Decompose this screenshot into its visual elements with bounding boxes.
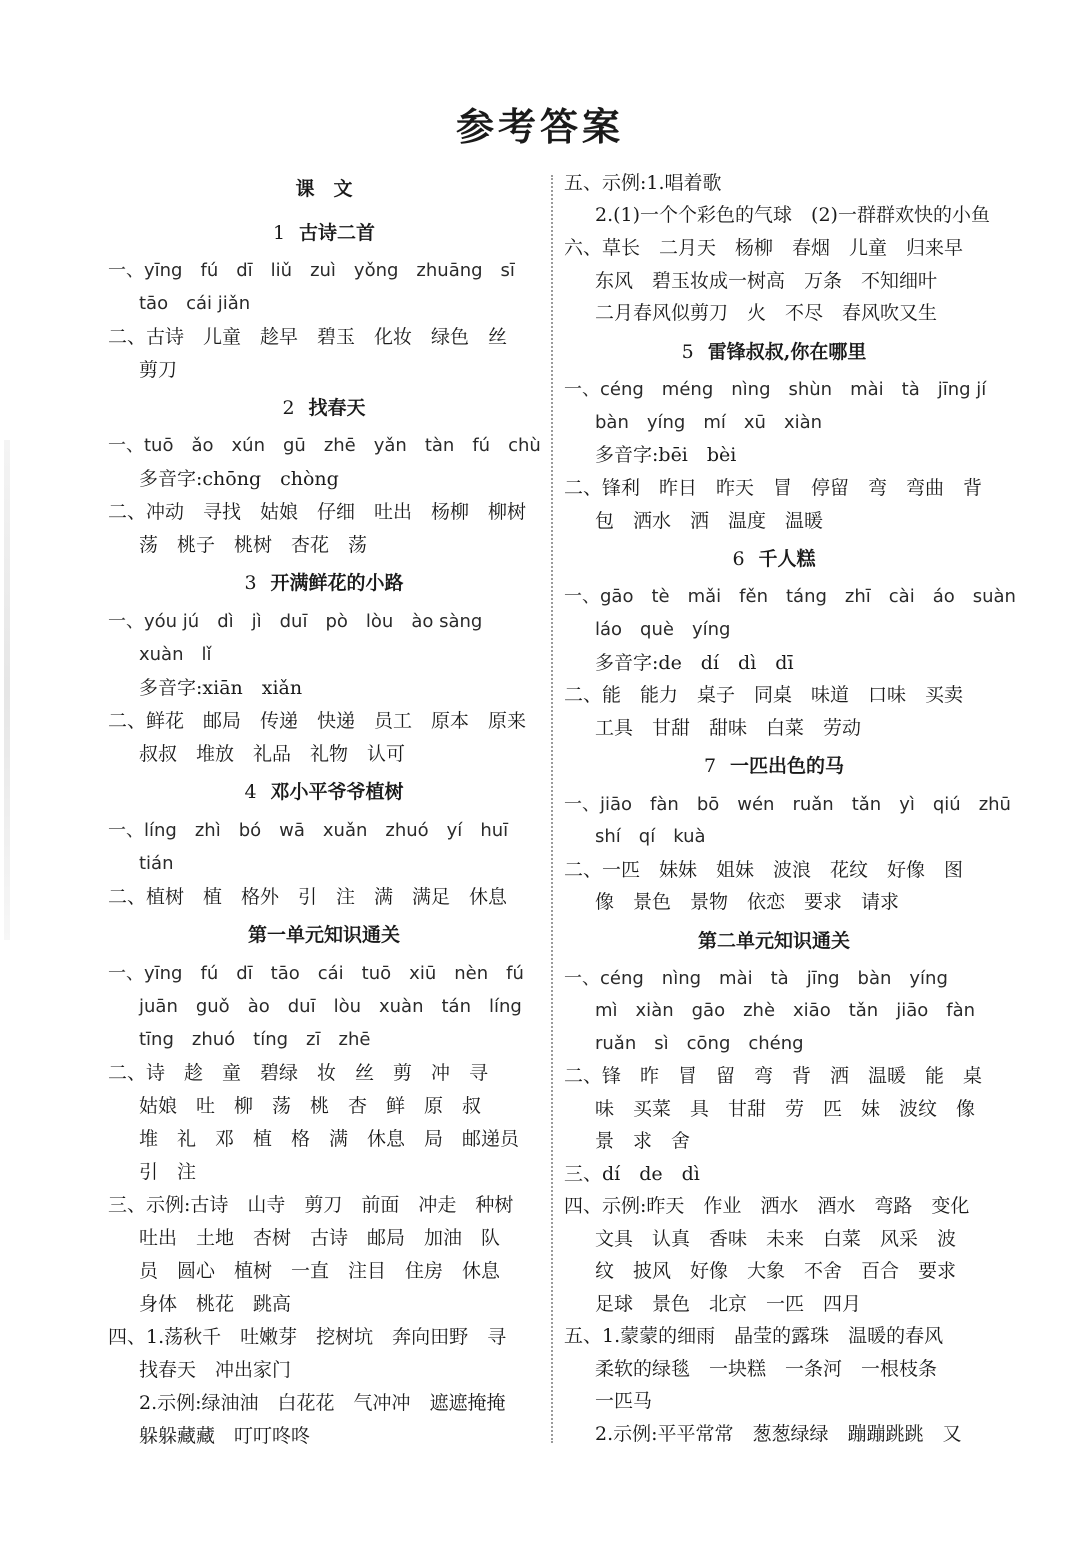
- answer-line: 身体 桃花 跳高: [139, 1293, 292, 1315]
- answer-line: 工具 甘甜 甜味 白菜 劳动: [595, 717, 862, 739]
- lesson-heading: 3 开满鲜花的小路: [244, 572, 404, 594]
- answer-line: 包 洒水 洒 温度 温暖: [595, 510, 824, 532]
- answer-line: 引 注: [139, 1161, 197, 1183]
- answer-line: láo què yíng: [595, 619, 731, 640]
- lesson-heading: 5 雷锋叔叔,你在哪里: [681, 341, 867, 363]
- answer-line: 多音字:bēi bèi: [595, 444, 737, 466]
- lesson-heading: 4 邓小平爷爷植树: [244, 781, 404, 803]
- answer-line: 一、céng méng nìng shùn mài tà jīng jí: [564, 379, 987, 400]
- answer-line: 二、锋 昨 冒 留 弯 背 洒 温暖 能 桌: [564, 1065, 983, 1087]
- answer-line: 一、yīng fú dī tāo cái tuō xiū nèn fú: [108, 963, 524, 984]
- answer-line: 荡 桃子 桃树 杏花 荡: [139, 534, 368, 556]
- answer-line: 多音字:xiān xiǎn: [139, 677, 303, 699]
- answer-line: 堆 礼 邓 植 格 满 休息 局 邮递员: [139, 1128, 520, 1150]
- answer-line: 二、植树 植 格外 引 注 满 满足 休息: [108, 886, 508, 908]
- answer-line: 五、1.蒙蒙的细雨 晶莹的露珠 温暖的春风: [564, 1325, 944, 1347]
- answer-line: tīng zhuó tíng zī zhē: [139, 1029, 371, 1050]
- answer-line: 员 圆心 植树 一直 注目 住房 休息: [139, 1260, 501, 1282]
- answer-line: juān guǒ ào duī lòu xuàn tán líng: [139, 996, 522, 1017]
- lesson-heading: 1 古诗二首: [272, 222, 376, 244]
- answer-line: 二、锋利 昨日 昨天 冒 停留 弯 弯曲 背: [564, 477, 983, 499]
- answer-line: 找春天 冲出家门: [139, 1359, 292, 1381]
- answer-line: 足球 景色 北京 一匹 四月: [595, 1293, 862, 1315]
- answer-line: 2.(1)一个个彩色的气球 (2)一群群欢快的小鱼: [595, 204, 990, 226]
- answer-line: 五、示例:1.唱着歌: [564, 172, 722, 194]
- answer-line: 四、示例:昨天 作业 洒水 酒水 弯路 变化: [564, 1195, 970, 1217]
- page-edge-shadow: [4, 440, 10, 940]
- answer-line: 二月春风似剪刀 火 不尽 春风吹又生: [595, 302, 938, 324]
- answer-line: 2.示例:绿油油 白花花 气冲冲 遮遮掩掩: [139, 1392, 506, 1414]
- answer-line: 一、jiāo fàn bō wén ruǎn tǎn yì qiú zhū: [564, 794, 1011, 815]
- unit-heading: 第二单元知识通关: [697, 930, 850, 952]
- answer-line: 二、冲动 寻找 姑娘 仔细 吐出 杨柳 柳树: [108, 501, 527, 523]
- answer-line: 三、dí de dì: [564, 1163, 700, 1185]
- answer-line: 一、céng nìng mài tà jīng bàn yíng: [564, 968, 948, 989]
- answer-line: 一、yóu jú dì jì duī pò lòu ào sàng: [108, 611, 483, 632]
- answer-line: 多音字:chōng chòng: [139, 468, 339, 490]
- unit-heading: 第一单元知识通关: [247, 924, 400, 946]
- column-divider: [551, 175, 553, 1443]
- answer-line: 二、古诗 儿童 趁早 碧玉 化妆 绿色 丝: [108, 326, 508, 348]
- answer-line: 纹 披风 好像 大象 不舍 百合 要求: [595, 1260, 957, 1282]
- answer-line: 多音字:de dí dì dī: [595, 652, 794, 674]
- answer-line: 二、能 能力 桌子 同桌 味道 口味 买卖: [564, 684, 964, 706]
- answer-line: tāo cái jiǎn: [139, 293, 251, 314]
- answer-line: bàn yíng mí xū xiàn: [595, 412, 823, 433]
- lesson-heading: 6 千人糕: [732, 548, 816, 570]
- answer-line: 一、tuō ǎo xún gū zhē yǎn tàn fú chù: [108, 435, 541, 456]
- page-title: 参考答案: [455, 104, 624, 149]
- answer-line: 东风 碧玉妆成一树高 万条 不知细叶: [595, 270, 938, 292]
- answer-line: 味 买菜 具 甘甜 劳 匹 妹 波纹 像: [595, 1098, 976, 1120]
- answer-line: 一、líng zhì bó wā xuǎn zhuó yí huī: [108, 820, 509, 841]
- answer-line: 像 景色 景物 依恋 要求 请求: [595, 891, 900, 913]
- answer-line: 四、1.荡秋千 吐嫩芽 挖树坑 奔向田野 寻: [108, 1326, 507, 1348]
- answer-line: 二、一匹 妹妹 姐妹 波浪 花纹 好像 图: [564, 859, 964, 881]
- answer-line: ruǎn sì cōng chéng: [595, 1033, 804, 1054]
- answer-line: 六、草长 二月天 杨柳 春烟 儿童 归来早: [564, 237, 964, 259]
- answer-line: 景 求 舍: [595, 1130, 691, 1152]
- answer-line: 2.示例:平平常常 葱葱绿绿 蹦蹦跳跳 又: [595, 1423, 962, 1445]
- answer-line: 吐出 土地 杏树 古诗 邮局 加油 队: [139, 1227, 501, 1249]
- answer-line: shí qí kuà: [595, 826, 706, 847]
- lesson-heading: 7 一匹出色的马: [703, 755, 845, 777]
- answer-line: mì xiàn gāo zhè xiāo tǎn jiāo fàn: [595, 1000, 976, 1021]
- answer-line: 柔软的绿毯 一块糕 一条河 一根枝条: [595, 1358, 938, 1380]
- answer-line: 一、yīng fú dī liǔ zuì yǒng zhuāng sī: [108, 260, 515, 281]
- answer-line: 二、诗 趁 童 碧绿 妆 丝 剪 冲 寻: [108, 1062, 489, 1084]
- answer-line: 一、gāo tè mǎi fěn táng zhī cài áo suàn: [564, 586, 1016, 607]
- lesson-heading: 2 找春天: [282, 397, 366, 419]
- answer-line: 文具 认真 香味 未来 白菜 风采 波: [595, 1228, 957, 1250]
- section-heading: 课 文: [295, 178, 353, 200]
- answer-line: tián: [139, 853, 174, 874]
- answer-line: xuàn lǐ: [139, 644, 212, 665]
- answer-line: 三、示例:古诗 山寺 剪刀 前面 冲走 种树: [108, 1194, 514, 1216]
- answer-line: 姑娘 吐 柳 荡 桃 杏 鲜 原 叔: [139, 1095, 482, 1117]
- answer-line: 躲躲藏藏 叮叮咚咚: [139, 1425, 311, 1447]
- answer-line: 剪刀: [139, 359, 178, 381]
- answer-line: 二、鲜花 邮局 传递 快递 员工 原本 原来: [108, 710, 527, 732]
- answer-line: 一匹马: [595, 1390, 653, 1412]
- answer-line: 叔叔 堆放 礼品 礼物 认可: [139, 743, 406, 765]
